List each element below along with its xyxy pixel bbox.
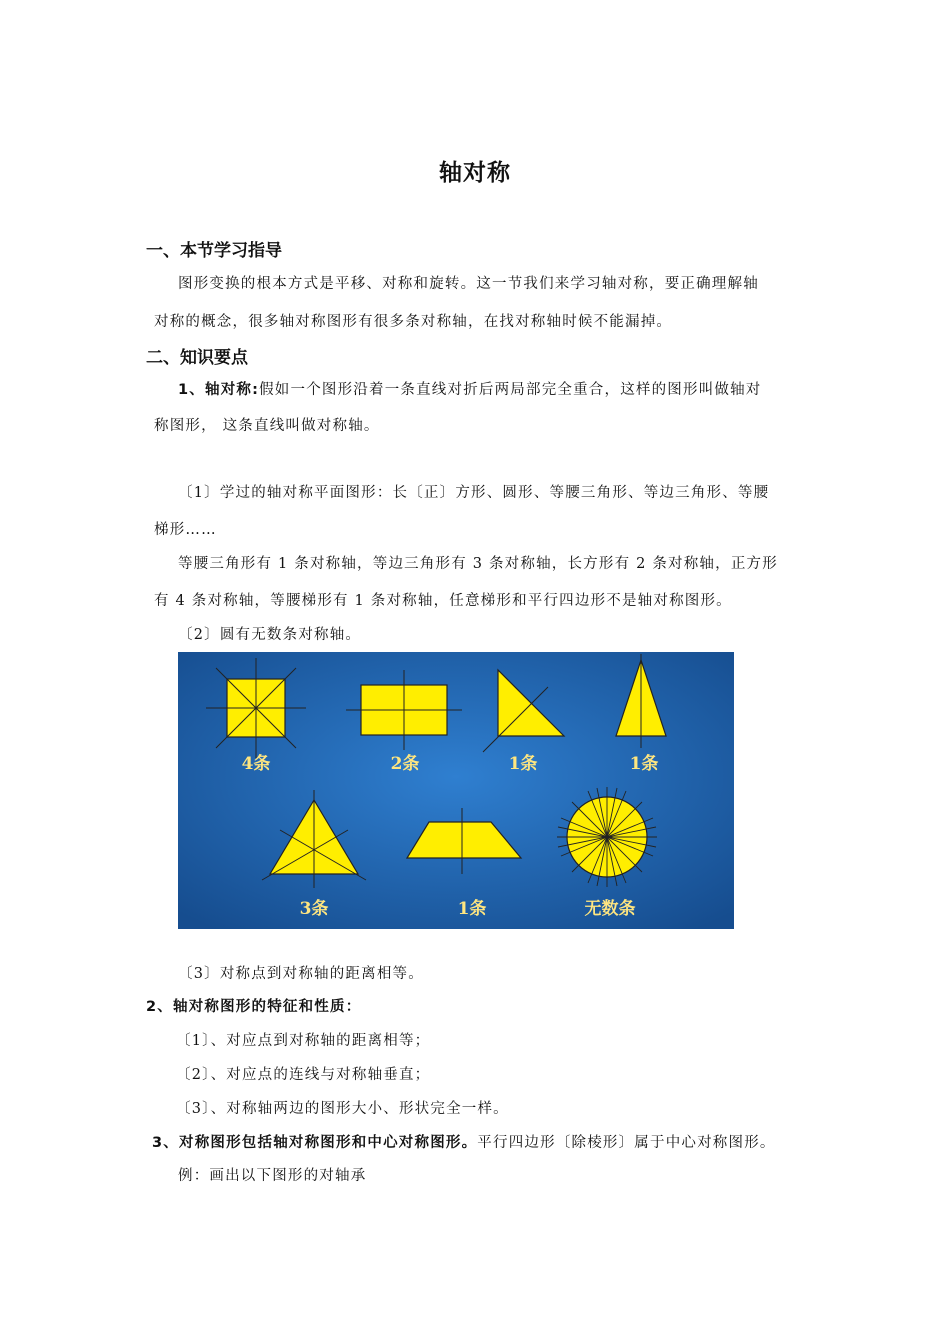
label-circle: 无数条	[584, 899, 636, 919]
page-title: 轴对称	[439, 160, 511, 186]
label-square: 4条	[241, 754, 271, 774]
item1-line1	[178, 378, 762, 399]
section1-paragraph-line2: 对称的概念，很多轴对称图形有很多条对称轴，在找对称轴时候不能漏掉。	[154, 314, 673, 330]
section1-paragraph-line1: 图形变换的根本方式是平移、对称和旋转。这一节我们来学习轴对称，要正确理解轴	[178, 276, 759, 292]
label-isosceles-triangle: 1条	[629, 754, 659, 774]
section2-heading: 二、知识要点	[146, 348, 248, 368]
label-rectangle: 2条	[390, 754, 420, 774]
circle-axes	[557, 787, 657, 887]
item2-point-1: 〔1〕、对应点到对称轴的距离相等；	[176, 1033, 431, 1049]
item3-bold: 3、对称图形包括轴对称图形和中心对称图形。	[152, 1135, 478, 1151]
sub1-line1: 〔1〕学过的轴对称平面图形：长〔正〕方形、圆形、等腰三角形、等边三角形、等腰	[178, 485, 770, 501]
label-trapezoid: 1条	[457, 899, 487, 919]
item1-line2: 称图形， 这条直线叫做对称轴。	[154, 418, 380, 434]
section1-heading: 一、本节学习指导	[146, 241, 282, 261]
circle-shape	[557, 787, 657, 887]
item2-point-3: 〔3〕、对称轴两边的图形大小、形状完全一样。	[176, 1101, 509, 1117]
label-right-triangle: 1条	[508, 754, 538, 774]
square-axes	[206, 658, 306, 758]
symmetry-axes-figure	[178, 652, 734, 929]
sub1-line2: 梯形……	[154, 522, 217, 538]
item3-line	[152, 1131, 776, 1152]
sub2-text: 〔2〕圆有无数条对称轴。	[178, 627, 362, 643]
item1-text: 假如一个图形沿着一条直线对折后两局部完全重合，这样的图形叫做轴对	[259, 382, 762, 398]
label-equilateral-triangle: 3条	[299, 899, 329, 919]
item3-text: 平行四边形〔除棱形〕属于中心对称图形。	[477, 1135, 776, 1151]
item1-label: 1、轴对称:	[178, 382, 260, 398]
item2-heading: 2、轴对称图形的特征和性质：	[146, 999, 362, 1015]
square-shape	[206, 658, 306, 758]
item2-point-2: 〔2〕、对应点的连线与对称轴垂直；	[176, 1067, 431, 1083]
example-text: 例：画出以下图形的对轴承	[178, 1168, 367, 1184]
axis-count-line2: 有 4 条对称轴，等腰梯形有 1 条对称轴，任意梯形和平行四边形不是轴对称图形。	[154, 593, 732, 609]
axis-count-line1: 等腰三角形有 1 条对称轴，等边三角形有 3 条对称轴，长方形有 2 条对称轴，正方形	[178, 556, 778, 572]
sub3-text: 〔3〕对称点到对称轴的距离相等。	[178, 966, 424, 982]
